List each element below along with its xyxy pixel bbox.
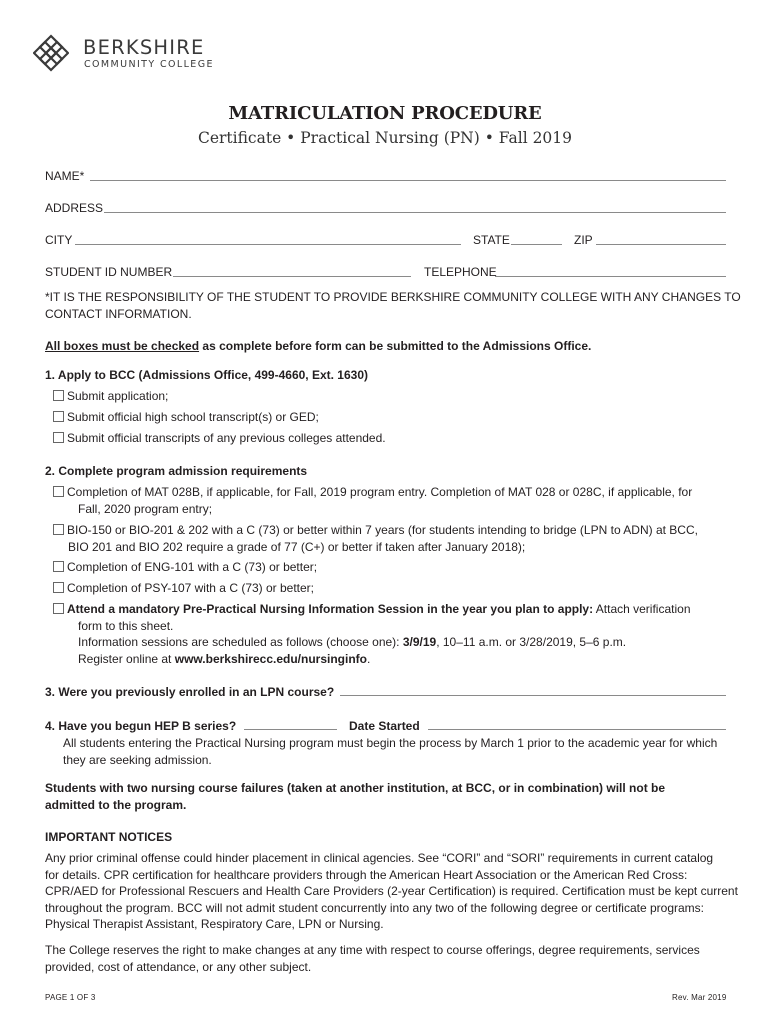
schedule-text: Information sessions are scheduled as follows (choose one): [78,635,403,649]
lpn-course-field[interactable] [340,695,726,696]
schedule-date: 3/9/19 [402,635,437,649]
checkbox[interactable] [53,561,64,572]
item-label: Submit official high school transcript(s) or GED; [67,410,319,424]
page-title: MATRICULATION PROCEDURE [228,103,542,124]
register-period: . [367,651,371,666]
item-label: BIO-150 or BIO-201 & 202 with a C (73) or better within 7 years (for students intending to bridge (LPN to ADN) at BCC, [67,523,698,537]
checkbox[interactable] [53,411,64,422]
checkbox[interactable] [53,432,64,443]
address-field[interactable] [104,212,726,213]
city-field[interactable] [75,244,461,245]
info-session-schedule [53,634,691,651]
info-session-rest: Attach verification [593,602,691,616]
register-link[interactable]: www.berkshirecc.edu/nursinginfo [174,651,367,666]
checkbox[interactable] [53,390,64,401]
boxes-instruction [45,338,591,355]
city-label: CITY [45,233,73,247]
notices-line: throughout the program. BCC will not admit student concurrently into any two of the following degree or certificate programs: [45,900,704,915]
student-id-label: STUDENT ID NUMBER [45,265,173,279]
state-label: STATE [473,233,510,247]
section-2-item-english[interactable] [53,559,317,576]
failures-note [45,780,665,813]
telephone-field[interactable] [495,276,726,277]
college-name: BERKSHIRE [83,36,205,59]
notices-line: CPR/AED for Professional Rescuers and Health Care Providers (2-year Certification) is required. Certification must be kept current [45,884,738,898]
section-2-heading: 2. Complete program admission requirements [45,464,308,478]
section-3-heading: 3. Were you previously enrolled in an LPN course? [45,685,335,699]
college-logo [33,33,213,75]
notices-paragraph-2 [45,942,700,975]
section-2-item-biology[interactable] [53,522,698,555]
checkbox[interactable] [53,582,64,593]
section-1-heading: 1. Apply to BCC (Admissions Office, 499-4660, Ext. 1630) [45,368,368,382]
hep-b-field[interactable] [244,729,337,730]
zip-field[interactable] [596,244,726,245]
item-label: Completion of ENG-101 with a C (73) or better; [67,560,318,574]
responsibility-note [45,289,741,322]
section-2-item-math[interactable] [53,484,692,517]
college-subtitle: COMMUNITY COLLEGE [84,59,214,70]
section-1-item-application[interactable] [53,388,168,405]
item-label: Completion of MAT 028B, if applicable, for Fall, 2019 program entry. Completion of MAT 028 or 028C, if applicable, for [67,485,693,499]
checkbox[interactable] [53,603,64,614]
address-label: ADDRESS [45,201,104,215]
info-session-bold: Attend a mandatory Pre-Practical Nursing Information Session in the year you plan to apply: [67,602,594,616]
responsibility-note-line-1: *IT IS THE RESPONSIBILITY OF THE STUDENT TO PROVIDE BERKSHIRE COMMUNITY COLLEGE WITH ANY CHANGES TO [45,290,741,304]
boxes-instruction-underlined: All boxes must be checked [45,339,200,353]
item-label: Submit official transcripts of any previous colleges attended. [67,431,386,445]
hep-b-note-line-2: they are seeking admission. [63,752,212,767]
zip-label: ZIP [574,233,593,247]
item-label: Completion of PSY-107 with a C (73) or better; [67,581,315,595]
section-2-item-info-session[interactable] [53,601,691,667]
state-field[interactable] [511,244,562,245]
info-session-line-2: form to this sheet. [78,618,174,633]
celtic-knot-icon [33,33,69,73]
page-subtitle: Certificate • Practical Nursing (PN) • Fall 2019 [197,129,573,147]
page-number: PAGE 1 OF 3 [45,993,96,1002]
hep-b-note [63,735,717,768]
schedule-rest: , 10–11 a.m. or 3/28/2019, 5–6 p.m. [436,635,627,649]
item-label-continued: Fall, 2020 program entry; [78,501,213,516]
info-session-register [53,651,691,668]
checkbox[interactable] [53,524,64,535]
section-2-item-psychology[interactable] [53,580,314,597]
notices-paragraph-1 [45,850,738,933]
failures-note-line-2: admitted to the program. [45,797,187,812]
notices-line: Any prior criminal offense could hinder placement in clinical agencies. See “CORI” and “SORI” requirements in current catalog [45,851,714,865]
item-label-continued: BIO 201 and BIO 202 require a grade of 77 (C+) or better if taken after January 2018); [68,539,526,554]
notices-heading: IMPORTANT NOTICES [45,830,173,844]
item-label: Submit application; [67,389,169,403]
notices-line: for details. CPR certification for healthcare providers through the American Heart Association or the American Red Cross: [45,867,688,882]
responsibility-note-line-2: CONTACT INFORMATION. [45,306,192,321]
name-label: NAME* [45,169,85,183]
section-1-item-transcript[interactable] [53,409,319,426]
date-started-field[interactable] [428,729,726,730]
section-1-item-college-transcripts[interactable] [53,430,386,447]
boxes-instruction-rest: as complete before form can be submitted to the Admissions Office. [199,339,592,353]
notices-line: The College reserves the right to make changes at any time with respect to course offerings, degree requirements, services [45,943,700,957]
section-4-heading: 4. Have you begun HEP B series? [45,719,237,733]
notices-line: provided, cost of attendance, or any other subject. [45,959,312,974]
name-field[interactable] [90,180,726,181]
revision-date: Rev. Mar 2019 [672,993,727,1002]
register-text: Register online at [78,651,175,666]
student-id-field[interactable] [173,276,411,277]
checkbox[interactable] [53,486,64,497]
notices-line: Physical Therapist Assistant, Respiratory Care, LPN or Nursing. [45,917,384,931]
date-started-label: Date Started [349,719,420,733]
telephone-label: TELEPHONE [424,265,497,279]
hep-b-note-line-1: All students entering the Practical Nursing program must begin the process by March 1 prior to the academic year for which [63,736,718,750]
failures-note-line-1: Students with two nursing course failures (taken at another institution, at BCC, or in combination) will not be [45,781,666,795]
